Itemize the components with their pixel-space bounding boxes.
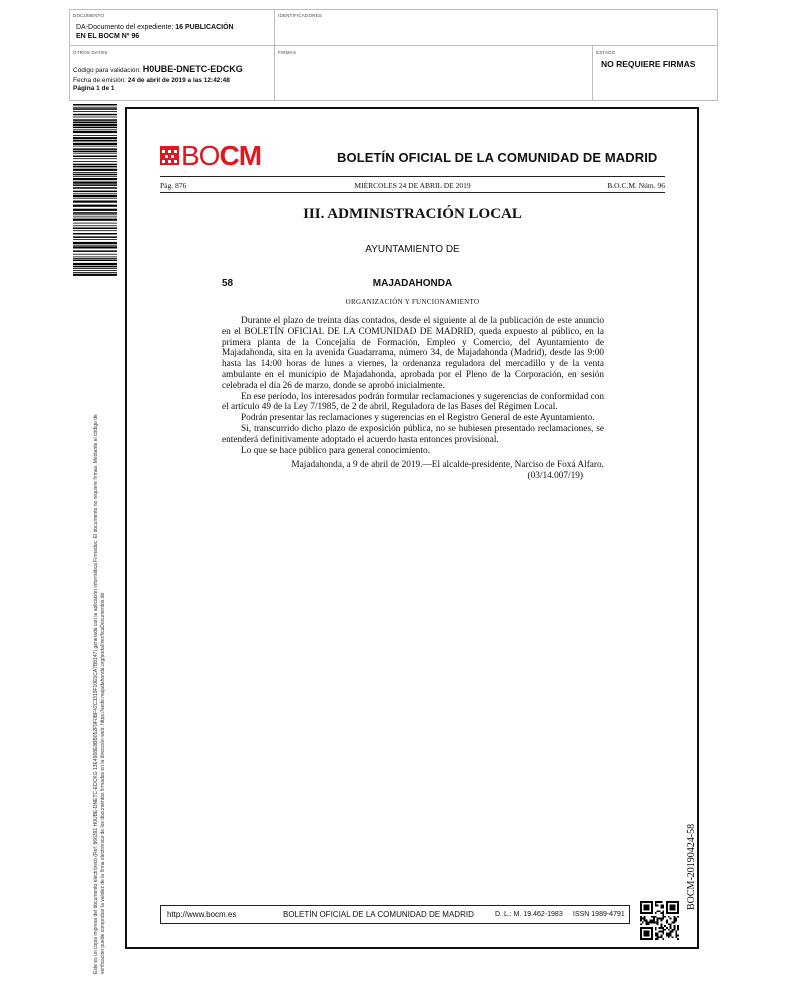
bocm-vertical-id: BOCM-20190424-58 <box>686 823 697 910</box>
logo-wordmark: BOCM <box>181 140 262 171</box>
reference-code: (03/14.007/19) <box>527 471 583 482</box>
announcement-number: 58 <box>222 278 234 289</box>
town-heading: MAJADAHONDA <box>372 278 453 289</box>
page-count: Página 1 de 1 <box>73 85 115 92</box>
footer-title: BOLETÍN OFICIAL DE LA COMUNIDAD DE MADRID <box>283 910 474 919</box>
documento-cell <box>70 10 275 46</box>
verification-side-note <box>93 294 107 974</box>
paragraph: Podrán presentar las reclamaciones y sugerencias en el Registro General de este Ayuntamiento. <box>241 413 595 424</box>
documento-label: DOCUMENTO <box>73 13 105 18</box>
identificadores-label: IDENTIFICADORES <box>278 13 323 18</box>
paragraph: Lo que se hace público para general conocimiento. <box>241 445 430 456</box>
section-heading: III. ADMINISTRACIÓN LOCAL <box>303 206 522 222</box>
announcement-body <box>222 316 604 482</box>
otros-datos-label: OTROS DATOS <box>73 50 108 55</box>
signature-line: Majadahonda, a 9 de abril de 2019.—El alcalde-presidente, Narciso de Foxá Alfaro. <box>291 460 604 471</box>
ayuntamiento-heading: AYUNTAMIENTO DE <box>365 244 460 255</box>
documento-value: DA-Documento del expediente: 16 PUBLICACIÓN EN EL BOCM Nº 96 <box>76 24 234 40</box>
qr-code-image <box>640 901 679 940</box>
paragraph: Durante el plazo de treinta días contados, desde el siguiente al de la publicación de este anuncio en el BOLETÍN OFICIAL DE LA COMUNIDAD DE MADRID, queda expuesto al público, en la primera planta de la Concejalía de Formación, Empleo y Comercio, del Ayuntamiento de Majadahonda, sita en la avenida Guadarrama, número 34, de Majadahonda (Madrid), desde las 9:00 hasta las 14:00 horas de lunes a viernes, la ordenanza reguladora del mercadillo y de la venta ambulante en el municipio de Majadahonda, aprobada por el Pleno de la Corporación, en sesión celebrada el día 26 de marzo, donde se aprobó inicialmente. <box>222 316 604 391</box>
bulletin-page-frame <box>125 107 699 949</box>
side-note-line-1: Este es un copia impresa del documento electrónico (Ref: 866391 H0UBE-DNETC-EDCKG 13E4988E8BB052F9F0BF42C3319F10E5CA7B8147) generada con la aplicación informática Firmadoc. El documento no requiere firmas. Mediante el código de <box>93 414 99 974</box>
validation-code: Código para validación: H0UBE-DNETC-EDCKG <box>73 64 243 74</box>
footer-issn: ISSN 1989-4791 <box>573 911 625 918</box>
masthead-rule-top <box>160 176 665 177</box>
document-metadata-table <box>69 9 718 101</box>
issue-date-line: MIÉRCOLES 24 DE ABRIL DE 2019 <box>354 181 471 190</box>
madrid-stars-icon <box>160 146 179 165</box>
side-note-line-2: verificación puede comprobar la validez de la firma electrónica de los documentos firmados en la dirección web: https://sede.majadahonda.org/portal/verificaDocumentos.do <box>100 592 106 974</box>
estado-value: NO REQUIERE FIRMAS <box>601 59 696 69</box>
announcement-subheading: ORGANIZACIÓN Y FUNCIONAMIENTO <box>345 298 480 306</box>
footer-url[interactable]: http://www.bocm.es <box>167 910 237 919</box>
barcode-image <box>73 104 117 276</box>
estado-cell <box>593 46 718 101</box>
identificadores-cell <box>275 10 718 46</box>
firmas-cell <box>275 46 593 101</box>
bulletin-title: BOLETÍN OFICIAL DE LA COMUNIDAD DE MADRID <box>337 150 658 165</box>
page-footer <box>160 905 630 924</box>
firmas-label: FIRMAS <box>278 50 297 55</box>
issue-date: Fecha de emisión: 24 de abril de 2019 a las 12:42:48 <box>73 77 230 84</box>
issue-number: B.O.C.M. Núm. 96 <box>607 181 665 190</box>
paragraph: En ese período, los interesados podrán formular reclamaciones y sugerencias de conformidad con el artículo 49 de la Ley 7/1985, de 2 de abril, Reguladora de las Bases del Régimen Local. <box>222 391 604 413</box>
estado-label: ESTADO <box>596 50 616 55</box>
otros-datos-cell <box>70 46 275 101</box>
page-number: Pág. 876 <box>160 181 187 190</box>
masthead-rule-bottom <box>160 192 665 193</box>
paragraph: Si, transcurrido dicho plazo de exposición pública, no se hubiesen presentado reclamaciones, se entenderá definitivamente adoptado el acuerdo hasta entonces provisional. <box>222 423 604 445</box>
footer-legal-deposit: D. L.: M. 19.462-1983 <box>495 911 563 918</box>
